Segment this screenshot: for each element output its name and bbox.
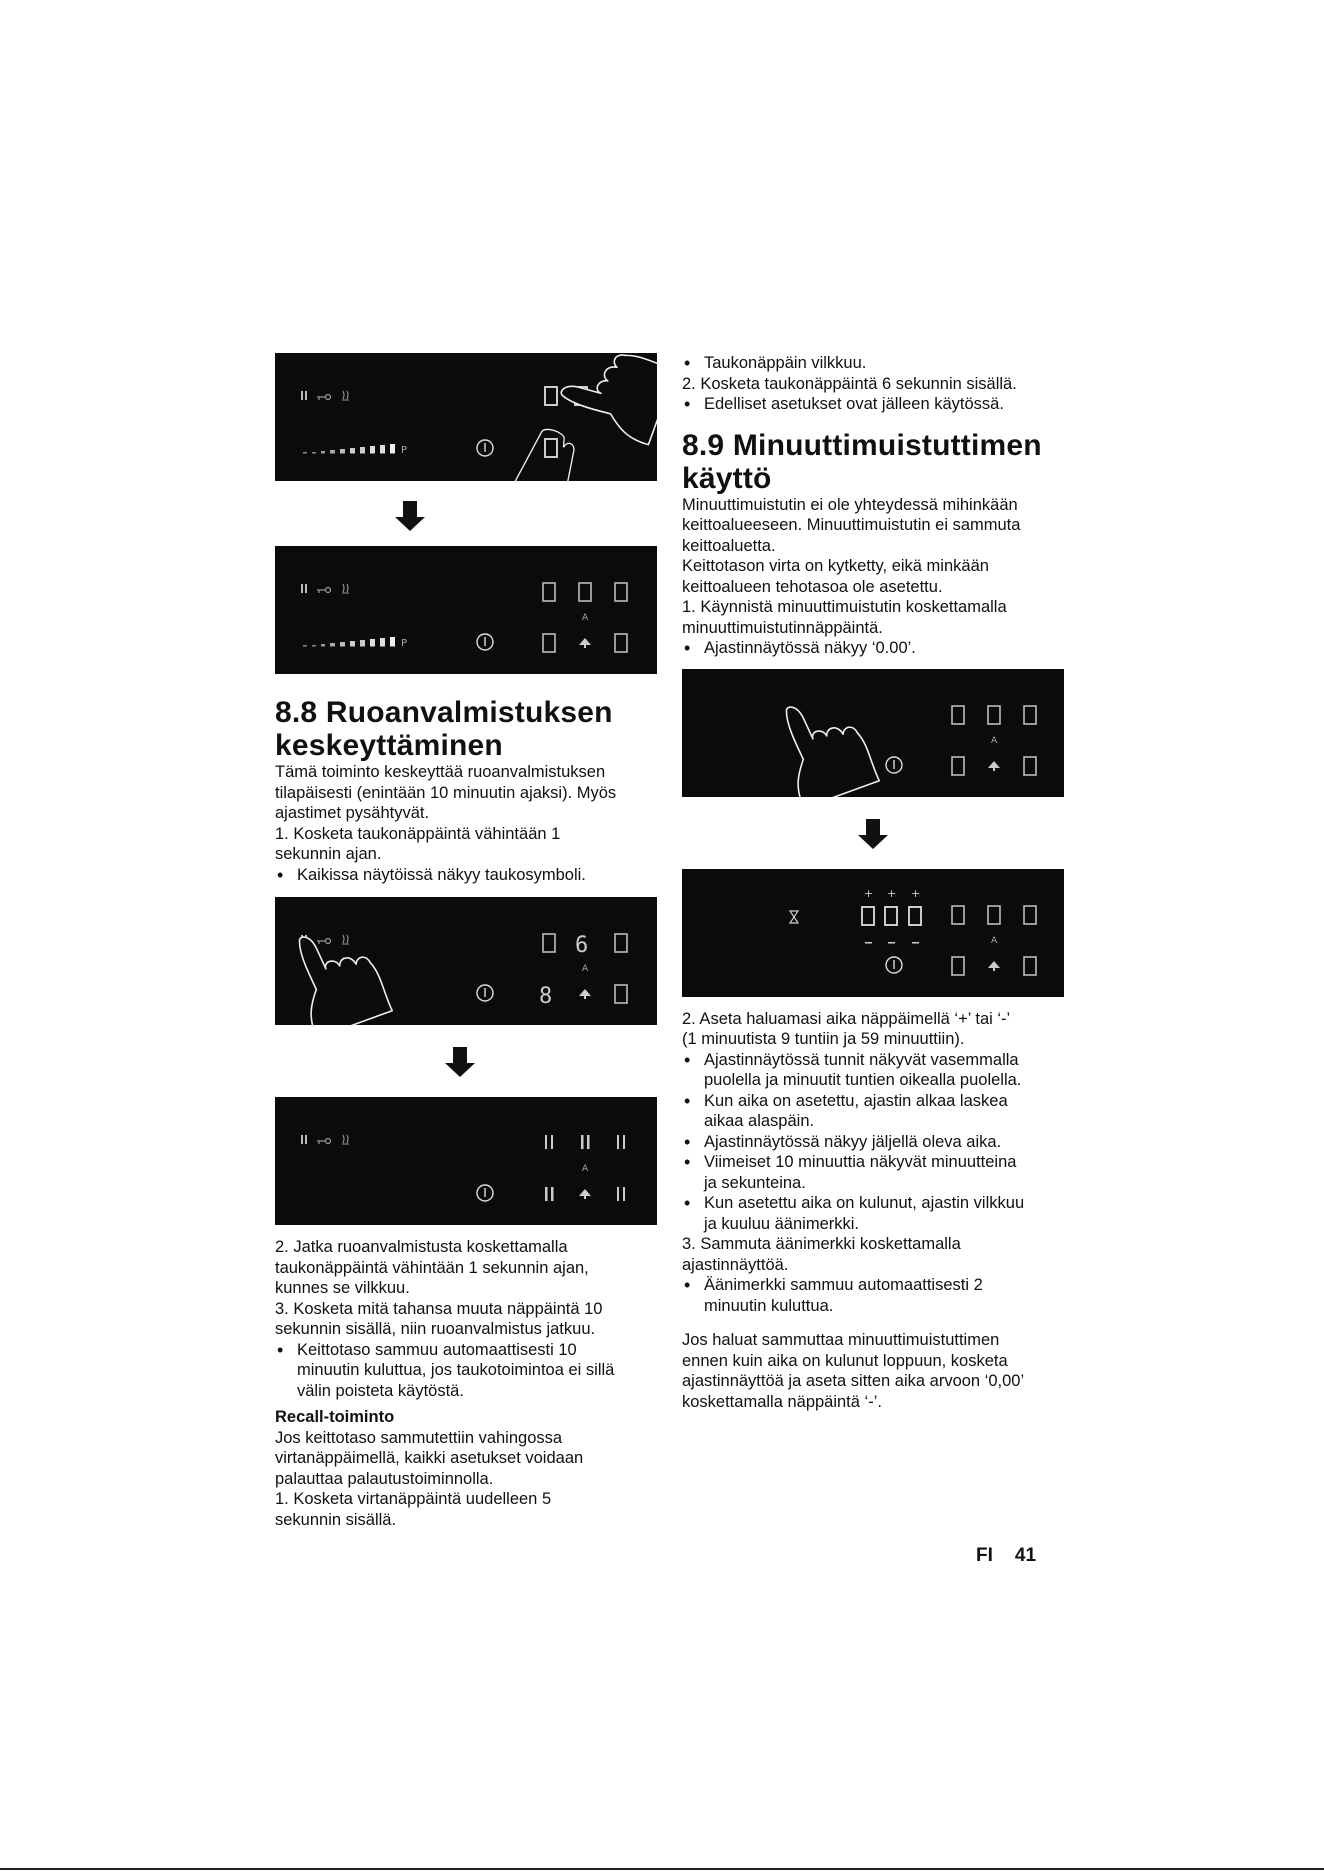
down-arrow-icon bbox=[403, 501, 417, 517]
page-number: 41 bbox=[1014, 1545, 1037, 1566]
lock-icon bbox=[317, 588, 331, 594]
panel-graphic bbox=[682, 669, 1064, 797]
hood-fan-icon bbox=[988, 761, 1000, 771]
power-icon bbox=[886, 757, 902, 773]
power-icon bbox=[886, 957, 902, 973]
lock-icon bbox=[317, 939, 331, 945]
residual-heat-icon bbox=[342, 391, 349, 400]
timer-bullet: • Kun asetettu aika on kulunut, ajastin vilkkuu ja kuuluu äänimerkki. bbox=[682, 1193, 1072, 1234]
timer-bullet: • Kun aika on asetettu, ajastin alkaa laskea aikaa alaspäin. bbox=[682, 1091, 1072, 1132]
panel-graphic bbox=[275, 897, 657, 1025]
residual-heat-icon bbox=[342, 584, 349, 593]
lock-icon bbox=[317, 1139, 331, 1145]
down-arrow-icon bbox=[453, 1047, 467, 1063]
power-icon bbox=[477, 1185, 493, 1201]
control-panel-timer-touch bbox=[682, 669, 1064, 797]
down-arrow-wrap bbox=[275, 481, 655, 553]
svg-text:+: + bbox=[864, 886, 874, 900]
intro-paragraph-1: Minuuttimuistutin ei ole yhteydessä mihinkään keittoalueeseen. Minuuttimuistutin ei sammuta keittoaluetta. bbox=[682, 495, 1021, 555]
section-8-8-title bbox=[275, 696, 655, 762]
control-panel-display bbox=[275, 546, 657, 674]
panel-graphic bbox=[275, 1097, 657, 1225]
svg-text:+: + bbox=[887, 886, 897, 900]
timer-bullet: • Viimeiset 10 minuuttia näkyvät minuutteina ja sekunteina. bbox=[682, 1152, 1072, 1193]
display-digit-icon bbox=[545, 439, 557, 457]
title-line: käyttö bbox=[682, 461, 772, 495]
pause-icon bbox=[301, 584, 307, 593]
finger-hand-icon bbox=[770, 686, 880, 796]
intro-paragraph-2: Keittotason virta on kytketty, eikä minkään keittoalueen tehotasoa ole asetettu. bbox=[682, 557, 989, 596]
hood-fan-icon bbox=[579, 1189, 591, 1199]
hourglass-icon bbox=[790, 911, 798, 923]
step-1-bullet: • Kaikissa näytöissä näkyy taukosymboli. bbox=[275, 865, 655, 886]
hood-fan-icon bbox=[579, 989, 591, 999]
lock-icon bbox=[317, 395, 331, 401]
svg-text:8: 8 bbox=[539, 984, 553, 1009]
down-arrow-wrap bbox=[682, 797, 1072, 869]
down-arrow-wrap bbox=[275, 1025, 655, 1097]
panel-graphic bbox=[275, 546, 657, 674]
language-code: FI bbox=[976, 1545, 993, 1566]
page-footer bbox=[976, 1545, 1036, 1567]
top-bullet-2: • Edelliset asetukset ovat jälleen käytössä. bbox=[682, 394, 1072, 415]
finger-hand-icon bbox=[554, 353, 657, 445]
timer-step-3: 3. Sammuta äänimerkki koskettamalla ajastinnäyttöä. bbox=[682, 1235, 961, 1274]
svg-text:+: + bbox=[911, 886, 921, 900]
svg-text:A: A bbox=[582, 964, 589, 974]
timer-step-3-bullet: • Äänimerkki sammuu automaattisesti 2 minuutin kuluttua. bbox=[682, 1275, 1072, 1316]
timer-digits-icon bbox=[862, 907, 921, 925]
timer-step-1-bullet: • Ajastinnäytössä näkyy ‘0.00’. bbox=[682, 638, 1072, 659]
control-panel-timer-display bbox=[682, 869, 1064, 997]
svg-text:A: A bbox=[582, 1164, 589, 1174]
title-line: keskeyttäminen bbox=[275, 729, 503, 762]
recall-step-1: 1. Kosketa virtanäppäintä uudelleen 5 sekunnin sisällä. bbox=[275, 1490, 552, 1529]
residual-heat-icon bbox=[342, 935, 349, 944]
title-line: 8.8 Ruoanvalmistuksen bbox=[275, 696, 613, 729]
step-1: 1. Kosketa taukonäppäintä vähintään 1 sekunnin ajan. bbox=[275, 824, 561, 863]
timer-step-1: 1. Käynnistä minuuttimuistutin koskettamalla minuuttimuistutinnäppäintä. bbox=[682, 598, 1007, 637]
step-3-bullet: • Keittotaso sammuu automaattisesti 10 minuutin kuluttua, jos taukotoimintoa ei sillä välin poisteta käytöstä. bbox=[275, 1340, 655, 1402]
right-column bbox=[682, 353, 1072, 1412]
hood-fan-icon bbox=[579, 638, 591, 648]
display-digit-icon bbox=[545, 387, 557, 405]
svg-text:A: A bbox=[991, 735, 998, 746]
svg-text:A: A bbox=[991, 935, 998, 946]
finger-hand-icon bbox=[283, 917, 393, 1025]
power-icon bbox=[477, 985, 493, 1001]
recall-paragraph: Jos keittotaso sammutettiin vahingossa virtanäppäimellä, kaikki asetukset voidaan palauttaa palautustoiminnolla. bbox=[275, 1428, 584, 1488]
timer-bullet: • Ajastinnäytössä näkyy jäljellä oleva aika. bbox=[682, 1132, 1072, 1153]
pause-icon bbox=[301, 391, 307, 400]
panel-graphic bbox=[682, 869, 1064, 997]
power-slider-icon bbox=[303, 444, 407, 456]
bottom-rule bbox=[0, 1868, 1324, 1870]
panel-graphic bbox=[275, 353, 657, 481]
intro-paragraph: Tämä toiminto keskeyttää ruoanvalmistuksen tilapäisesti (enintään 10 minuutin ajaksi). Myös ajastimet pysähtyvät. bbox=[275, 763, 617, 822]
control-panel-pause-press bbox=[275, 897, 657, 1025]
down-arrow-icon bbox=[866, 819, 880, 835]
hood-fan-icon bbox=[988, 961, 1000, 971]
title-line: 8.9 Minuuttimuistuttimen bbox=[682, 428, 1042, 462]
pause-icon bbox=[301, 1135, 307, 1144]
finger-hand-icon bbox=[513, 424, 581, 481]
control-panel-paused bbox=[275, 1097, 657, 1225]
recall-title: Recall-toiminto bbox=[275, 1408, 395, 1426]
closing-paragraph: Jos haluat sammuttaa minuuttimuistuttimen ennen kuin aika on kulunut loppuun, kosketa ajastinnäyttöä ja aseta sitten aika arvoon ‘0,00’ koskettamalla näppäintä ‘-’. bbox=[682, 1331, 1025, 1411]
section-8-9-title bbox=[682, 429, 1072, 495]
top-bullet-1: • Taukonäppäin vilkkuu. bbox=[682, 353, 1072, 374]
step-2: 2. Jatka ruoanvalmistusta koskettamalla taukonäppäintä vähintään 1 sekunnin ajan, kunnes se vilkkuu. bbox=[275, 1238, 589, 1297]
power-slider-icon bbox=[303, 637, 407, 649]
power-icon bbox=[477, 440, 493, 456]
control-panel-pause-touch bbox=[275, 353, 657, 481]
residual-heat-icon bbox=[342, 1135, 349, 1144]
power-icon bbox=[477, 634, 493, 650]
top-step-2: 2. Kosketa taukonäppäintä 6 sekunnin sisällä. bbox=[682, 374, 1017, 393]
left-column bbox=[275, 353, 655, 1530]
svg-text:6: 6 bbox=[575, 933, 589, 958]
plus-minus-icons bbox=[864, 887, 920, 944]
svg-text:A: A bbox=[582, 613, 589, 623]
timer-step-2: 2. Aseta haluamasi aika näppäimellä ‘+’ tai ‘-’ (1 minuutista 9 tuntiin ja 59 minuuttiin). bbox=[682, 1009, 1011, 1048]
timer-bullet: • Ajastinnäytössä tunnit näkyvät vasemmalla puolella ja minuutit tuntien oikealla puolella. bbox=[682, 1050, 1072, 1091]
step-3: 3. Kosketa mitä tahansa muuta näppäintä 10 sekunnin sisällä, niin ruoanvalmistus jatkuu. bbox=[275, 1299, 603, 1338]
